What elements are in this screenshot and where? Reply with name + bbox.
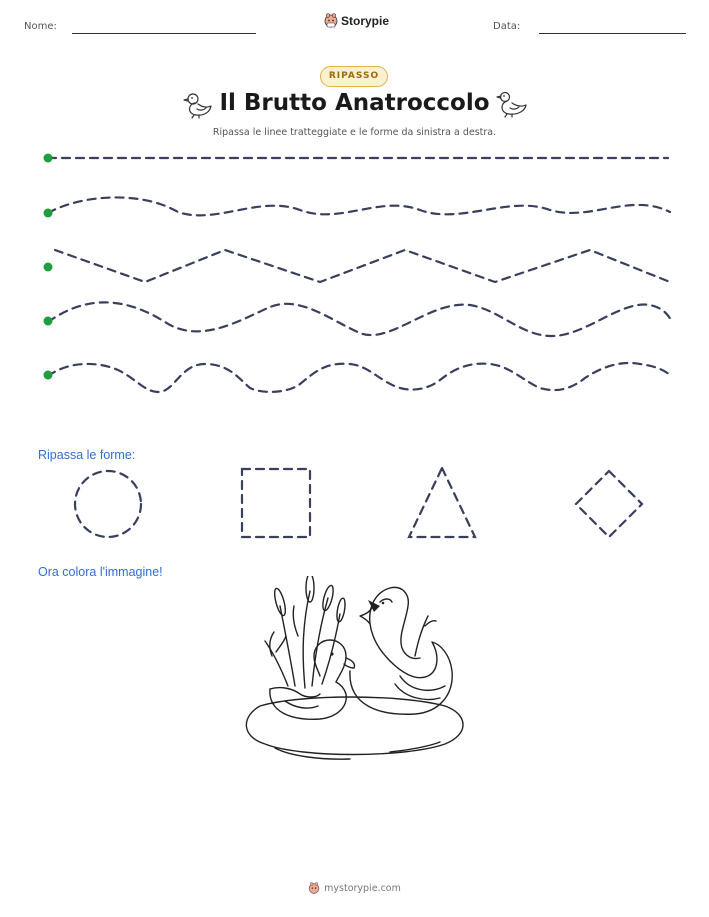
footer <box>0 882 709 898</box>
start-dot <box>44 371 53 380</box>
storypie-mascot-icon <box>308 882 320 895</box>
trace-line-wave-2 <box>48 302 672 336</box>
page-subtitle: Ripassa le linee tratteggiate e le forme da sinistra a destra. <box>212 127 497 138</box>
trace-line-zigzag <box>55 250 670 282</box>
footer-url[interactable]: mystorypie.com <box>324 883 401 894</box>
coloring-heading: Ora colora l'immagine! <box>38 565 163 579</box>
start-dot <box>44 154 53 163</box>
shape-diamond <box>576 471 642 537</box>
start-dot <box>44 263 53 272</box>
trace-line-bumps <box>48 363 671 392</box>
start-dots <box>44 154 53 380</box>
date-label: Data: <box>493 21 521 32</box>
review-badge: RIPASSO <box>320 66 388 87</box>
shapes-heading: Ripassa le forme: <box>38 448 136 462</box>
start-dot <box>44 209 53 218</box>
brand-name: Storypie <box>341 14 390 28</box>
date-field-line[interactable] <box>539 33 686 34</box>
shape-square <box>242 469 310 537</box>
storypie-mascot-icon <box>324 13 338 29</box>
page-title: Il Brutto Anatroccolo <box>219 90 490 116</box>
tracing-shapes <box>0 460 709 550</box>
shape-triangle <box>409 468 475 537</box>
brand-logo <box>324 13 389 29</box>
trace-line-wave-1 <box>48 197 670 215</box>
tracing-lines <box>0 140 709 400</box>
duckling-icon-right <box>496 90 528 120</box>
swan-and-duckling-icon <box>240 576 470 761</box>
start-dot <box>44 317 53 326</box>
name-field-line[interactable] <box>72 33 256 34</box>
shape-circle <box>75 471 141 537</box>
name-label: Nome: <box>24 21 57 32</box>
